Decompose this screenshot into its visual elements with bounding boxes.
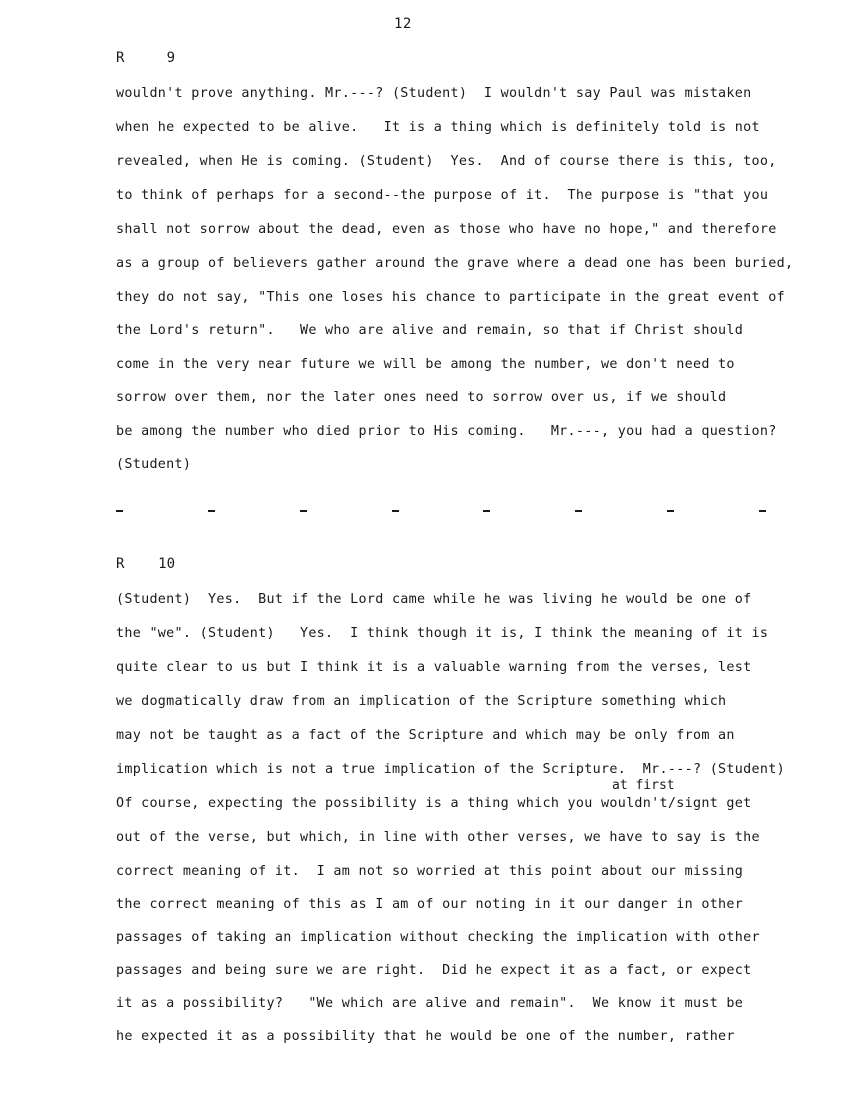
separator-dash <box>483 510 490 512</box>
text-line: (Student) <box>116 457 192 472</box>
separator-dash <box>575 510 582 512</box>
text-line: wouldn't prove anything. Mr.---? (Student) I wouldn't say Paul was mistaken <box>116 86 752 101</box>
text-line: it as a possibility? "We which are alive and remain". We know it must be <box>116 996 744 1011</box>
text-line: come in the very near future we will be among the number, we don't need to <box>116 357 735 372</box>
text-line: be among the number who died prior to His coming. Mr.---, you had a question? <box>116 424 777 439</box>
section-separator <box>116 510 766 522</box>
text-line: correct meaning of it. I am not so worried at this point about our missing <box>116 864 744 879</box>
text-line: implication which is not a true implication of the Scripture. Mr.---? (Student) <box>116 762 785 777</box>
section-label-r9: R 9 <box>116 50 176 66</box>
text-line: may not be taught as a fact of the Scripture and which may be only from an <box>116 728 735 743</box>
text-line: the correct meaning of this as I am of our noting in it our danger in other <box>116 897 744 912</box>
text-line: quite clear to us but I think it is a valuable warning from the verses, lest <box>116 660 752 675</box>
text-line: they do not say, "This one loses his chance to participate in the great event of <box>116 290 785 305</box>
text-line: Of course, expecting the possibility is a thing which you wouldn't/signt get <box>116 796 752 811</box>
text-line: revealed, when He is coming. (Student) Yes. And of course there is this, too, <box>116 154 777 169</box>
text-line: out of the verse, but which, in line with other verses, we have to say is the <box>116 830 760 845</box>
separator-dash <box>116 510 123 512</box>
text-line: passages of taking an implication without checking the implication with other <box>116 930 760 945</box>
text-line: we dogmatically draw from an implication of the Scripture something which <box>116 694 727 709</box>
text-line: when he expected to be alive. It is a thing which is definitely told is not <box>116 120 760 135</box>
separator-dash <box>300 510 307 512</box>
text-line: the Lord's return". We who are alive and remain, so that if Christ should <box>116 323 744 338</box>
section-label-r10: R 10 <box>116 556 176 572</box>
separator-dash <box>392 510 399 512</box>
text-line: passages and being sure we are right. Did he expect it as a fact, or expect <box>116 963 752 978</box>
text-line: shall not sorrow about the dead, even as those who have no hope," and therefore <box>116 222 777 237</box>
text-line: (Student) Yes. But if the Lord came while he was living he would be one of <box>116 592 752 607</box>
interlinear-insertion: at first <box>612 778 675 793</box>
text-line: he expected it as a possibility that he would be one of the number, rather <box>116 1029 735 1044</box>
separator-dash <box>667 510 674 512</box>
separator-dash <box>208 510 215 512</box>
text-line: sorrow over them, nor the later ones need to sorrow over us, if we should <box>116 390 727 405</box>
text-line: as a group of believers gather around the grave where a dead one has been buried, <box>116 256 794 271</box>
text-line: the "we". (Student) Yes. I think though it is, I think the meaning of it is <box>116 626 769 641</box>
text-line: to think of perhaps for a second--the purpose of it. The purpose is "that you <box>116 188 769 203</box>
page-number: 12 <box>394 16 412 32</box>
separator-dash <box>759 510 766 512</box>
